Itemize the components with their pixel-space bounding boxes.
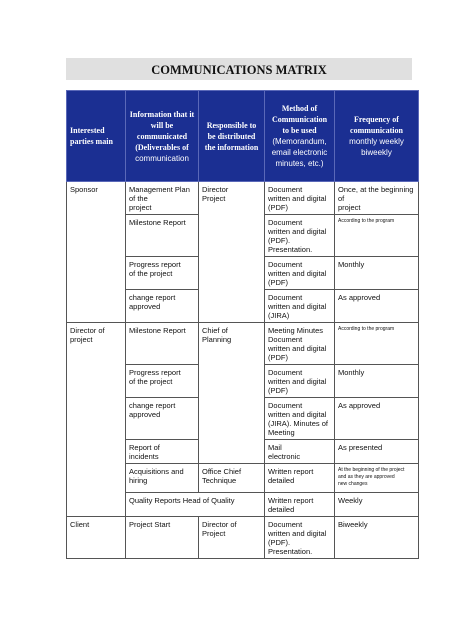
header-method <box>265 91 335 182</box>
cell-method: Document written and digital (JIRA). Minutes of Meeting <box>265 398 335 440</box>
cell-method: Document written and digital (PDF). Presentation. <box>265 215 335 257</box>
table-row <box>67 290 419 323</box>
table-row <box>67 182 419 215</box>
cell-info: Acquisitions and hiring <box>126 464 199 493</box>
cell-info: Progress report of the project <box>126 365 199 398</box>
header-information-sub: communication <box>135 153 189 163</box>
cell-info: Project Start <box>126 517 199 559</box>
communications-matrix-table <box>66 90 419 559</box>
cell-frequency: Monthly <box>335 257 419 290</box>
cell-info: Quality Reports Head of Quality <box>126 493 265 517</box>
cell-method: Meeting Minutes Document written and digital (PDF) <box>265 323 335 365</box>
cell-party <box>67 440 126 464</box>
cell-party <box>67 365 126 398</box>
header-frequency <box>335 91 419 182</box>
table-row <box>67 517 419 559</box>
cell-frequency: According to the program <box>335 323 419 365</box>
page-title: COMMUNICATIONS MATRIX <box>66 58 412 80</box>
cell-party <box>67 290 126 323</box>
cell-info: Management Plan of the project <box>126 182 199 215</box>
cell-responsible: Office Chief Technique <box>199 464 265 493</box>
header-row <box>67 91 419 182</box>
cell-frequency: Biweekly <box>335 517 419 559</box>
cell-responsible <box>199 257 265 290</box>
table-row <box>67 215 419 257</box>
cell-responsible <box>199 365 265 398</box>
table-row <box>67 440 419 464</box>
header-method-label: Method of Communication to be used <box>271 104 328 135</box>
table-row <box>67 398 419 440</box>
cell-method: Document written and digital (PDF) <box>265 257 335 290</box>
cell-responsible: Chief of Planning <box>199 323 265 365</box>
header-interested-parties-label: Interested parties main <box>70 126 113 146</box>
header-frequency-sub: monthly weekly biweekly <box>349 137 404 157</box>
cell-responsible: Director Project <box>199 182 265 215</box>
cell-frequency: At the beginning of the project and as they are approved new changes <box>335 464 419 493</box>
cell-party <box>67 464 126 493</box>
cell-info: change report approved <box>126 290 199 323</box>
cell-frequency: Monthly <box>335 365 419 398</box>
cell-responsible <box>199 215 265 257</box>
cell-method: Mail electronic <box>265 440 335 464</box>
cell-info: Milestone Report <box>126 215 199 257</box>
table-row <box>67 365 419 398</box>
cell-party: Director of project <box>67 323 126 365</box>
cell-frequency: Weekly <box>335 493 419 517</box>
header-information <box>126 91 199 182</box>
cell-method: Document written and digital (JIRA) <box>265 290 335 323</box>
header-information-label: Information that it will be communicated (Deliverables of <box>129 109 195 152</box>
cell-info: change report approved <box>126 398 199 440</box>
cell-frequency: According to the program <box>335 215 419 257</box>
cell-responsible <box>199 290 265 323</box>
cell-party <box>67 493 126 517</box>
cell-party <box>67 398 126 440</box>
table-row <box>67 493 419 517</box>
cell-info: Report of incidents <box>126 440 199 464</box>
cell-info: Milestone Report <box>126 323 199 365</box>
cell-responsible <box>199 398 265 440</box>
cell-responsible <box>199 440 265 464</box>
header-frequency-label: Frequency of communication <box>350 115 403 135</box>
cell-method: Written report detailed <box>265 493 335 517</box>
cell-frequency: Once, at the beginning of project <box>335 182 419 215</box>
cell-party: Sponsor <box>67 182 126 215</box>
table-row <box>67 257 419 290</box>
cell-method: Document written and digital (PDF) <box>265 182 335 215</box>
table-row <box>67 464 419 493</box>
header-responsible <box>199 91 265 182</box>
cell-method: Document written and digital (PDF). Presentation. <box>265 517 335 559</box>
cell-method: Document written and digital (PDF) <box>265 365 335 398</box>
header-interested-parties <box>67 91 126 182</box>
header-method-sub: (Memorandum, email electronic minutes, etc.) <box>271 137 328 168</box>
cell-party: Client <box>67 517 126 559</box>
cell-info: Progress report of the project <box>126 257 199 290</box>
cell-responsible: Director of Project <box>199 517 265 559</box>
table-row <box>67 323 419 365</box>
cell-party <box>67 215 126 257</box>
header-responsible-label: Responsible to be distributed the information <box>204 120 259 152</box>
cell-frequency: As approved <box>335 398 419 440</box>
cell-frequency: As approved <box>335 290 419 323</box>
cell-method: Written report detailed <box>265 464 335 493</box>
cell-frequency: As presented <box>335 440 419 464</box>
cell-party <box>67 257 126 290</box>
